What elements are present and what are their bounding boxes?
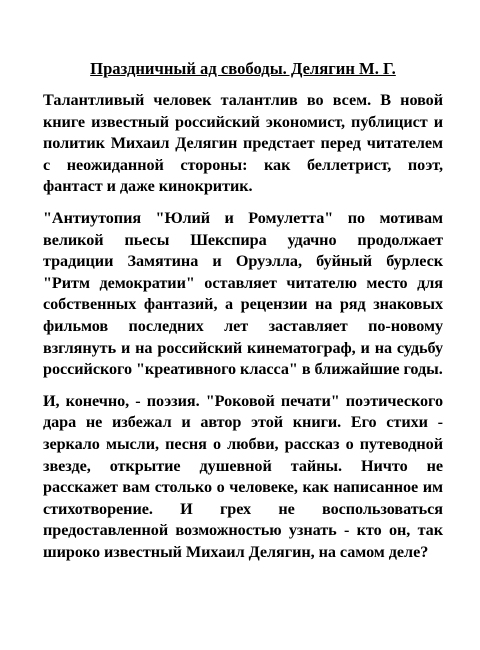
document-title: Праздничный ад свободы. Делягин М. Г. <box>90 59 396 78</box>
paragraph-intro: Талантливый человек талантлив во всем. В новой книге известный российский экономист, публицист и политик Михаил Делягин предстает перед читателем с неожиданной стороны: как беллетрист, поэт, фантаст и даже кинокритик. <box>43 91 443 196</box>
paragraph-prose-works: "Антиутопия "Юлий и Ромулетта" по мотивам великой пьесы Шекспира удачно продолжает традиции Замятина и Оруэлла, буйный бурлеск "Ритм демократии" оставляет читателю место для собственных фантазий, а рецензии на ряд знаковых фильмов последних лет заставляет по-новому взглянуть и на российский кинематограф, и на судьбу российского "креативного класса" в ближайшие годы. <box>43 208 443 379</box>
paragraph-poetry: И, конечно, - поэзия. "Роковой печати" поэтического дара не избежал и автор этой книги. Его стихи - зеркало мысли, песня о любви, рассказ о путеводной звезде, открытие душевной тайны. Ничто не расскажет вам столько о человеке, как написанное им стихотворение. И грех не воспользоваться предоставленной возможностью узнать - кто он, так широко известный Михаил Делягин, на самом деле? <box>43 391 443 561</box>
document-page <box>43 58 443 573</box>
